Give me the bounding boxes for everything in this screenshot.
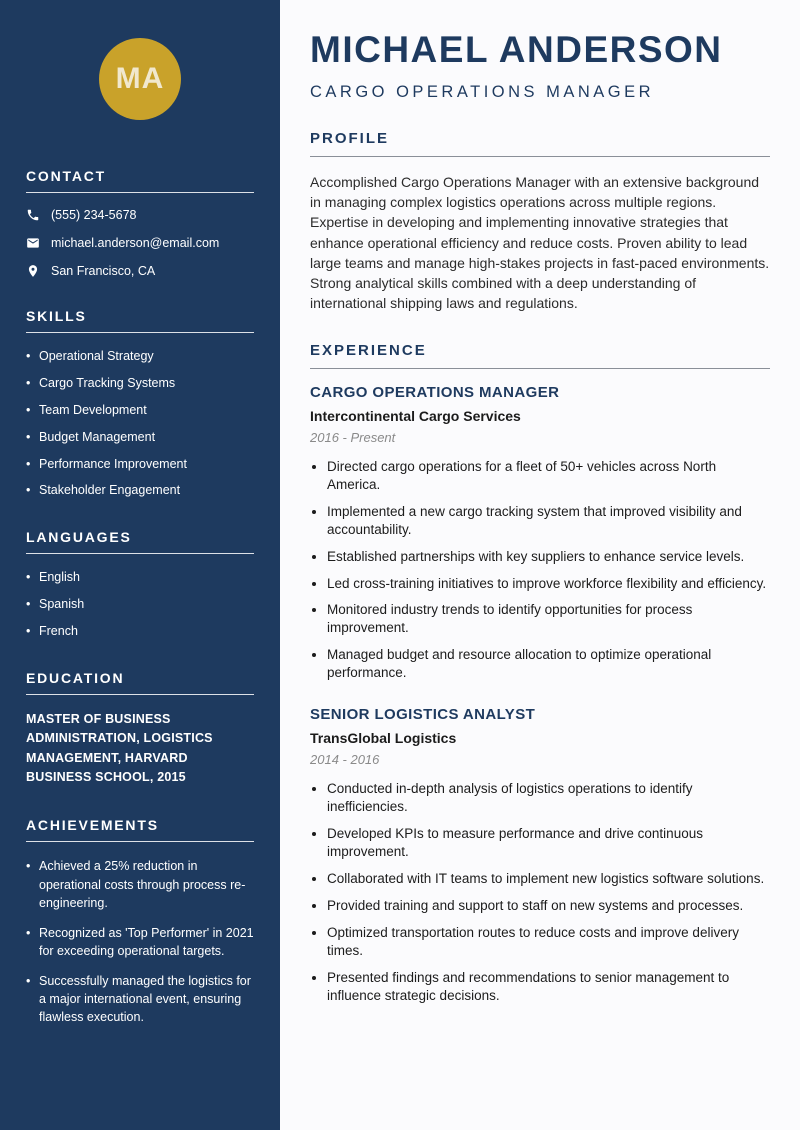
job-bullet-list — [310, 780, 770, 1005]
experience-bullet: • Implemented a new cargo tracking system that improved visibility and accountability. — [327, 503, 770, 539]
candidate-job-title: CARGO OPERATIONS MANAGER — [310, 82, 655, 101]
job-role: SENIOR LOGISTICS ANALYST — [310, 706, 536, 724]
experience-bullet: • Optimized transportation routes to reduce costs and improve delivery times. — [327, 924, 770, 960]
job-company: TransGlobal Logistics — [310, 730, 457, 747]
contact-location-text: San Francisco, CA — [51, 264, 156, 278]
location-icon — [26, 264, 40, 278]
contact-phone-row — [26, 208, 254, 222]
achievement-item: • Recognized as 'Top Performer' in 2021 for exceeding operational targets. — [26, 924, 254, 960]
job-role: CARGO OPERATIONS MANAGER — [310, 383, 560, 401]
experience-section-title: EXPERIENCE — [310, 342, 770, 369]
profile-section — [310, 130, 770, 314]
skills-list — [26, 348, 254, 499]
contact-phone-text: (555) 234-5678 — [51, 208, 137, 222]
avatar — [99, 38, 181, 120]
skill-item: • Operational Strategy — [26, 348, 254, 365]
experience-entry — [310, 706, 770, 1005]
profile-summary: Accomplished Cargo Operations Manager with an extensive background in managing complex logistics operations across multiple regions. Expertise in developing and implementing innovative strategies that enhance operational efficiency and reduce costs. Proven ability to lead large teams and manage high-stakes projects in fast-paced environments. Strong analytical skills combined with a deep understanding of international shipping laws and regulations. — [310, 173, 770, 312]
contact-section — [26, 168, 254, 278]
achievements-section — [26, 817, 254, 1026]
skill-item: • Performance Improvement — [26, 456, 254, 473]
job-dates: 2016 - Present — [310, 429, 396, 445]
language-item: • Spanish — [26, 596, 254, 613]
skill-item: • Stakeholder Engagement — [26, 482, 254, 499]
education-section-title: EDUCATION — [26, 670, 254, 695]
skill-item: • Cargo Tracking Systems — [26, 375, 254, 392]
skills-section — [26, 308, 254, 499]
profile-section-title: PROFILE — [310, 130, 770, 157]
job-company: Intercontinental Cargo Services — [310, 407, 521, 424]
phone-icon — [26, 208, 40, 222]
job-bullet-list — [310, 458, 770, 683]
education-entry: MASTER OF BUSINESS ADMINISTRATION, LOGISTICS MANAGEMENT, HARVARD BUSINESS SCHOOL, 2015 — [26, 711, 213, 784]
experience-bullet: • Led cross-training initiatives to improve workforce flexibility and efficiency. — [327, 575, 770, 593]
sidebar — [0, 0, 280, 1130]
contact-email-text: michael.anderson@email.com — [51, 236, 220, 250]
skill-item: • Budget Management — [26, 429, 254, 446]
avatar-initials: MA — [115, 62, 165, 95]
language-item: • English — [26, 569, 254, 586]
achievements-section-title: ACHIEVEMENTS — [26, 817, 254, 842]
experience-bullet: • Directed cargo operations for a fleet of 50+ vehicles across North America. — [327, 458, 770, 494]
contact-section-title: CONTACT — [26, 168, 254, 193]
experience-bullet: • Collaborated with IT teams to implement new logistics software solutions. — [327, 870, 770, 888]
job-dates: 2014 - 2016 — [310, 752, 380, 768]
candidate-name: MICHAEL ANDERSON — [310, 29, 723, 70]
experience-bullet: • Conducted in-depth analysis of logistics operations to identify inefficiencies. — [327, 780, 770, 816]
skill-item: • Team Development — [26, 402, 254, 419]
contact-email-row — [26, 236, 254, 250]
experience-bullet: • Established partnerships with key suppliers to enhance service levels. — [327, 548, 770, 566]
contact-location-row — [26, 264, 254, 278]
experience-bullet: • Managed budget and resource allocation to optimize operational performance. — [327, 646, 770, 682]
resume-main — [280, 0, 800, 1130]
skills-section-title: SKILLS — [26, 308, 254, 333]
experience-bullet: • Provided training and support to staff on new systems and processes. — [327, 897, 770, 915]
achievements-list — [26, 857, 254, 1026]
experience-bullet: • Presented findings and recommendations to senior management to influence strategic decisions. — [327, 969, 770, 1005]
education-section — [26, 670, 254, 788]
languages-section — [26, 529, 254, 640]
experience-section — [310, 342, 770, 1005]
languages-list — [26, 569, 254, 640]
language-item: • French — [26, 623, 254, 640]
email-icon — [26, 236, 40, 250]
experience-entry — [310, 384, 770, 683]
achievement-item: • Achieved a 25% reduction in operational costs through process re-engineering. — [26, 857, 254, 911]
experience-bullet: • Developed KPIs to measure performance and drive continuous improvement. — [327, 825, 770, 861]
languages-section-title: LANGUAGES — [26, 529, 254, 554]
experience-bullet: • Monitored industry trends to identify opportunities for process improvement. — [327, 601, 770, 637]
achievement-item: • Successfully managed the logistics for a major international event, ensuring flawless execution. — [26, 972, 254, 1026]
